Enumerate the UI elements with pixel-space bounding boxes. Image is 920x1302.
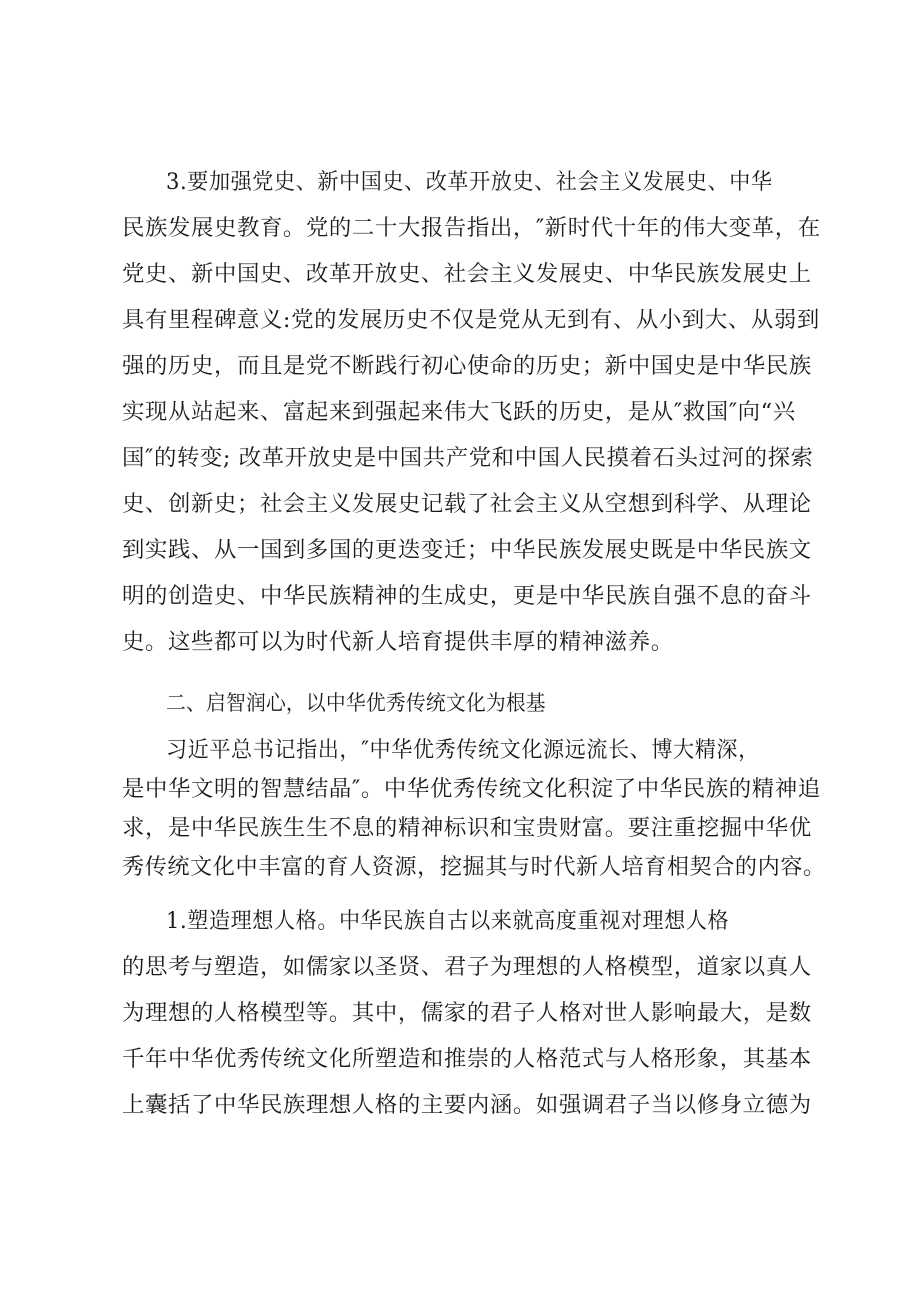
- paragraph-line: 求，是中华民族生生不息的精神标识和宝贵财富。要注重挖掘中华优: [122, 815, 812, 841]
- paragraph-line: 秀传统文化中丰富的育人资源，挖掘其与时代新人培育相契合的内容。: [122, 854, 826, 880]
- paragraph-line: 到实践、从一国到多国的更迭变迁；中华民族发展史既是中华民族文: [122, 537, 812, 563]
- paragraph-line: 史。这些都可以为时代新人培育提供丰厚的精神滋养。: [122, 629, 674, 655]
- paragraph-line: 习近平总书记指出，″中华优秀传统文化源远流长、博大精深，: [166, 737, 760, 763]
- paragraph-line: 史、创新史；社会主义发展史记载了社会主义从空想到科学、从理论: [122, 491, 812, 517]
- paragraph-line: 上囊括了中华民族理想人格的主要内涵。如强调君子当以修身立德为: [122, 1092, 812, 1118]
- paragraph-line: 1.塑造理想人格。中华民族自古以来就高度重视对理想人格: [166, 908, 730, 934]
- paragraph-line: 具有里程碑意义:党的发展历史不仅是党从无到有、从小到大、从弱到: [122, 307, 820, 333]
- paragraph-line: 是中华文明的智慧结晶″。中华优秀传统文化积淀了中华民族的精神追: [122, 776, 821, 802]
- paragraph-line: 民族发展史教育。党的二十大报告指出，″新时代十年的伟大变革，在: [122, 215, 821, 241]
- paragraph-line: 国″的转变; 改革开放史是中国共产党和中国人民摸着石头过河的探索: [122, 445, 814, 471]
- paragraph-line: 千年中华优秀传统文化所塑造和推崇的人格范式与人格形象，其基本: [122, 1046, 812, 1072]
- paragraph-line: 党史、新中国史、改革开放史、社会主义发展史、中华民族发展史上: [122, 261, 812, 287]
- paragraph-line: 实现从站起来、富起来到强起来伟大飞跃的历史，是从″救国″向“兴: [122, 399, 796, 425]
- paragraph-line: 为理想的人格模型等。其中，儒家的君子人格对世人影响最大，是数: [122, 1000, 812, 1026]
- paragraph-line: 的思考与塑造，如儒家以圣贤、君子为理想的人格模型，道家以真人: [122, 954, 812, 980]
- paragraph-line: 明的创造史、中华民族精神的生成史，更是中华民族自强不息的奋斗: [122, 583, 812, 609]
- section-heading: 二、启智润心，以中华优秀传统文化为根基: [166, 691, 546, 715]
- paragraph-line: 强的历史，而且是党不断践行初心使命的历史；新中国史是中华民族: [122, 353, 812, 379]
- paragraph-line: 3.要加强党史、新中国史、改革开放史、社会主义发展史、中华: [166, 169, 773, 195]
